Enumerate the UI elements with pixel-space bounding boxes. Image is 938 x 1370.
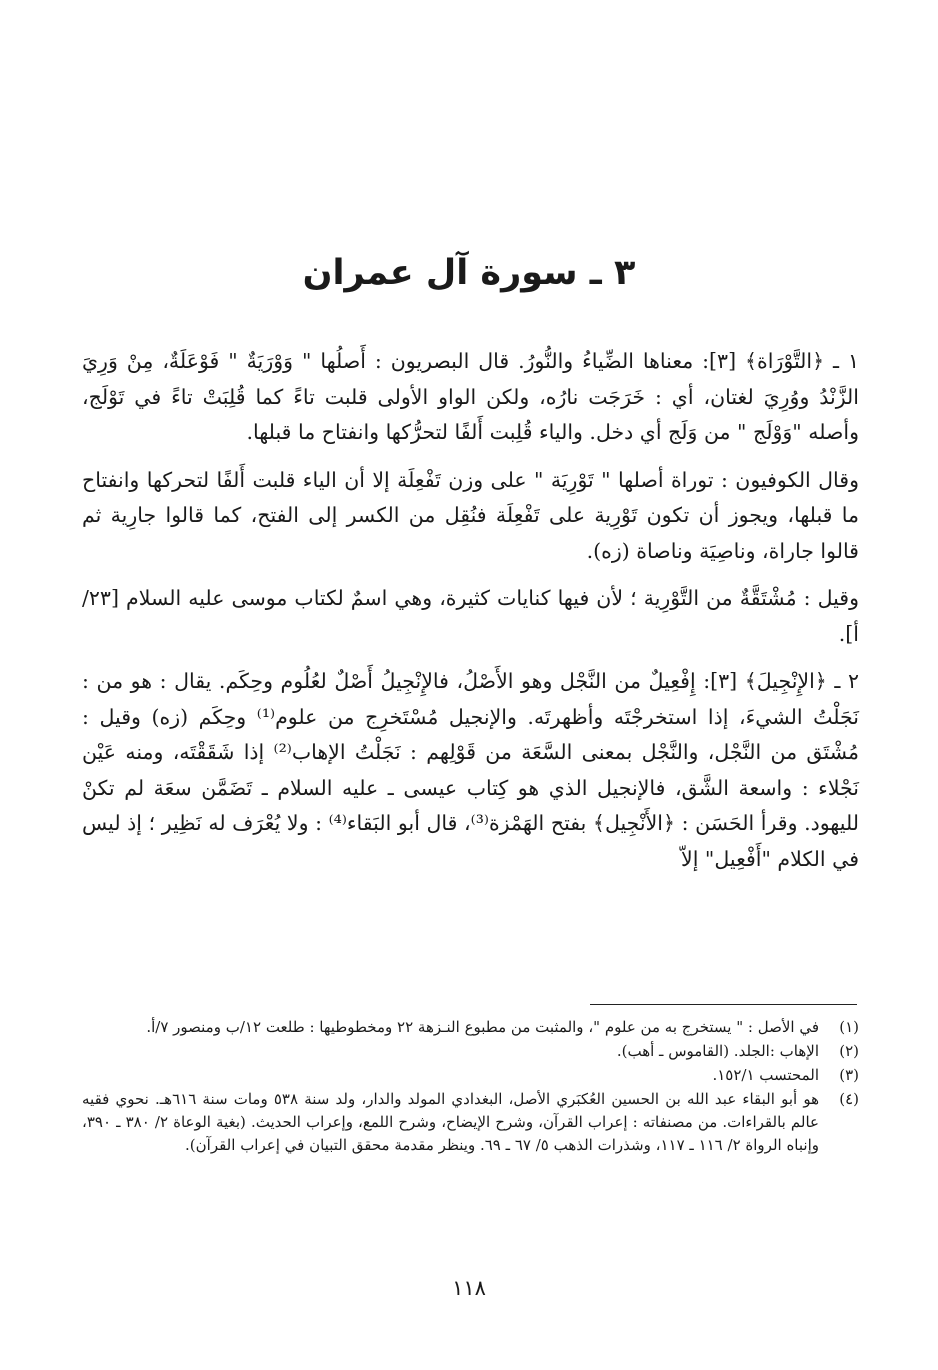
footnote-number: (٣) <box>839 1066 859 1084</box>
page-number: ١١٨ <box>452 1276 486 1300</box>
footnote-3 <box>82 1064 859 1087</box>
footnote-number: (٤) <box>839 1090 859 1108</box>
footnote-text: الإهاب :الجلد. (القاموس ـ أهب). <box>616 1042 819 1060</box>
footnote-2 <box>82 1040 859 1063</box>
footnote-text: المحتسب ١٥٢/١. <box>712 1066 819 1084</box>
footnote-number: (٢) <box>839 1042 859 1060</box>
footnote-text: هو أبو البقاء عبد الله بن الحسين العُكبَري الأصل، البغدادي المولد والدار، ولد سنة ٥٣٨ ومات سنة ٦١٦هـ. نحوي فقيه عالم بالقراءات. من مصنفاته : إعراب القرآن، وشرح الإيضاح، وشرح اللمع، وإعراب الحديث. (بغية الوعاة ٢/ ٣٨٠ ـ ٣٩٠، وإنباه الرواة ٢/ ١١٦ ـ ١١٧، وشذرات الذهب ٥/ ٦٧ ـ ٦٩. وينظر مقدمة محقق التبيان في إعراب القرآن). <box>82 1090 819 1154</box>
chapter-title: ٣ ـ سورة آل عمران <box>302 253 636 293</box>
paragraph-3: وقيل : مُشْتَقَّةٌ من التَّوْرِية ؛ لأن فيها كنايات كثيرة، وهي اسمٌ لكتاب موسى عليه السلام [٢٣/أ]. <box>82 586 859 646</box>
main-text <box>82 344 859 889</box>
footnotes <box>82 1016 859 1158</box>
footnote-1 <box>82 1016 859 1039</box>
paragraph-2: وقال الكوفيون : توراة أصلها " تَوْرِيَة " على وزن تَفْعِلَة إلا أن الياء قلبت أَلفًا لتحركها وانفتاح ما قبلها، ويجوز أن تكون تَوْرِية على تَفْعِلَة فنُقِل من الكسر إلى الفتح، كما قالوا جارِية ثم قالوا جاراة، وناصِيَة وناصاة (زه). <box>82 467 859 563</box>
footnote-number: (١) <box>839 1018 859 1036</box>
footnote-4 <box>82 1088 859 1157</box>
footnote-text: في الأصل : " يستخرج به من علوم "، والمثبت من مطبوع النـزهة ٢٢ ومخطوطيها : طلعت ١٢/ب ومنصور ٧/أ. <box>146 1018 819 1036</box>
paragraph-4: ٢ ـ ﴿الإِنْجِيلَ﴾ [٣]: إِفْعِيلٌ من النَّجْل وهو الأَصْلُ، فالإِنْجِيلُ أَصْلٌ لعُلُوم وحِكَم. يقال : هو من : نَجَلْتُ الشيءَ، إذا استخرجْتَه وأظهرتَه. والإنجيل مُسْتَخرِج من علوم⁽¹⁾ وحِكَم (زه) وقيل : مُشْتَق من النَّجْل، والنَّجْل بمعنى السَّعَة من قَوْلِهم : نَجَلْتُ الإهاب⁽²⁾ إذا شَقَقْتَه، ومنه عَيْن نَجْلاء : واسعة الشَّق، فالإنجيل الذي هو كِتاب عيسى ـ عليه السلام ـ تَضَمَّن سعَة لم تكنْ لليهود. وقرأ الحَسَن : ﴿الأَنْجِيل﴾ بفتح الهَمْزة⁽³⁾، قال أبو البَقاء⁽⁴⁾ : ولا يُعْرَف له نَظِير ؛ إذ ليس في الكلام "أَفْعِيل" إلاّ <box>82 669 859 871</box>
footnote-separator <box>590 1004 857 1005</box>
paragraph-1: ١ ـ ﴿التَّوْرَاة﴾ [٣]: معناها الضِّياءُ والنُّورُ. قال البصريون : أَصلُها " وَوْرَيَةٌ " فَوْعَلَةٌ، مِنْ وَرِيَ الزَّنْدُ ووُرِيَ لغتان، أي : خَرَجَت نارُه، ولكن الواو الأولى قلبت تاءً كما قُلِبَتْ تاءً في تَوْلَج، وأصله "وَوْلَج " من وَلَج أي دخل. والياء قُلِبت أَلفًا لتحرُّكها وانفتاح ما قبلها. <box>82 349 859 444</box>
